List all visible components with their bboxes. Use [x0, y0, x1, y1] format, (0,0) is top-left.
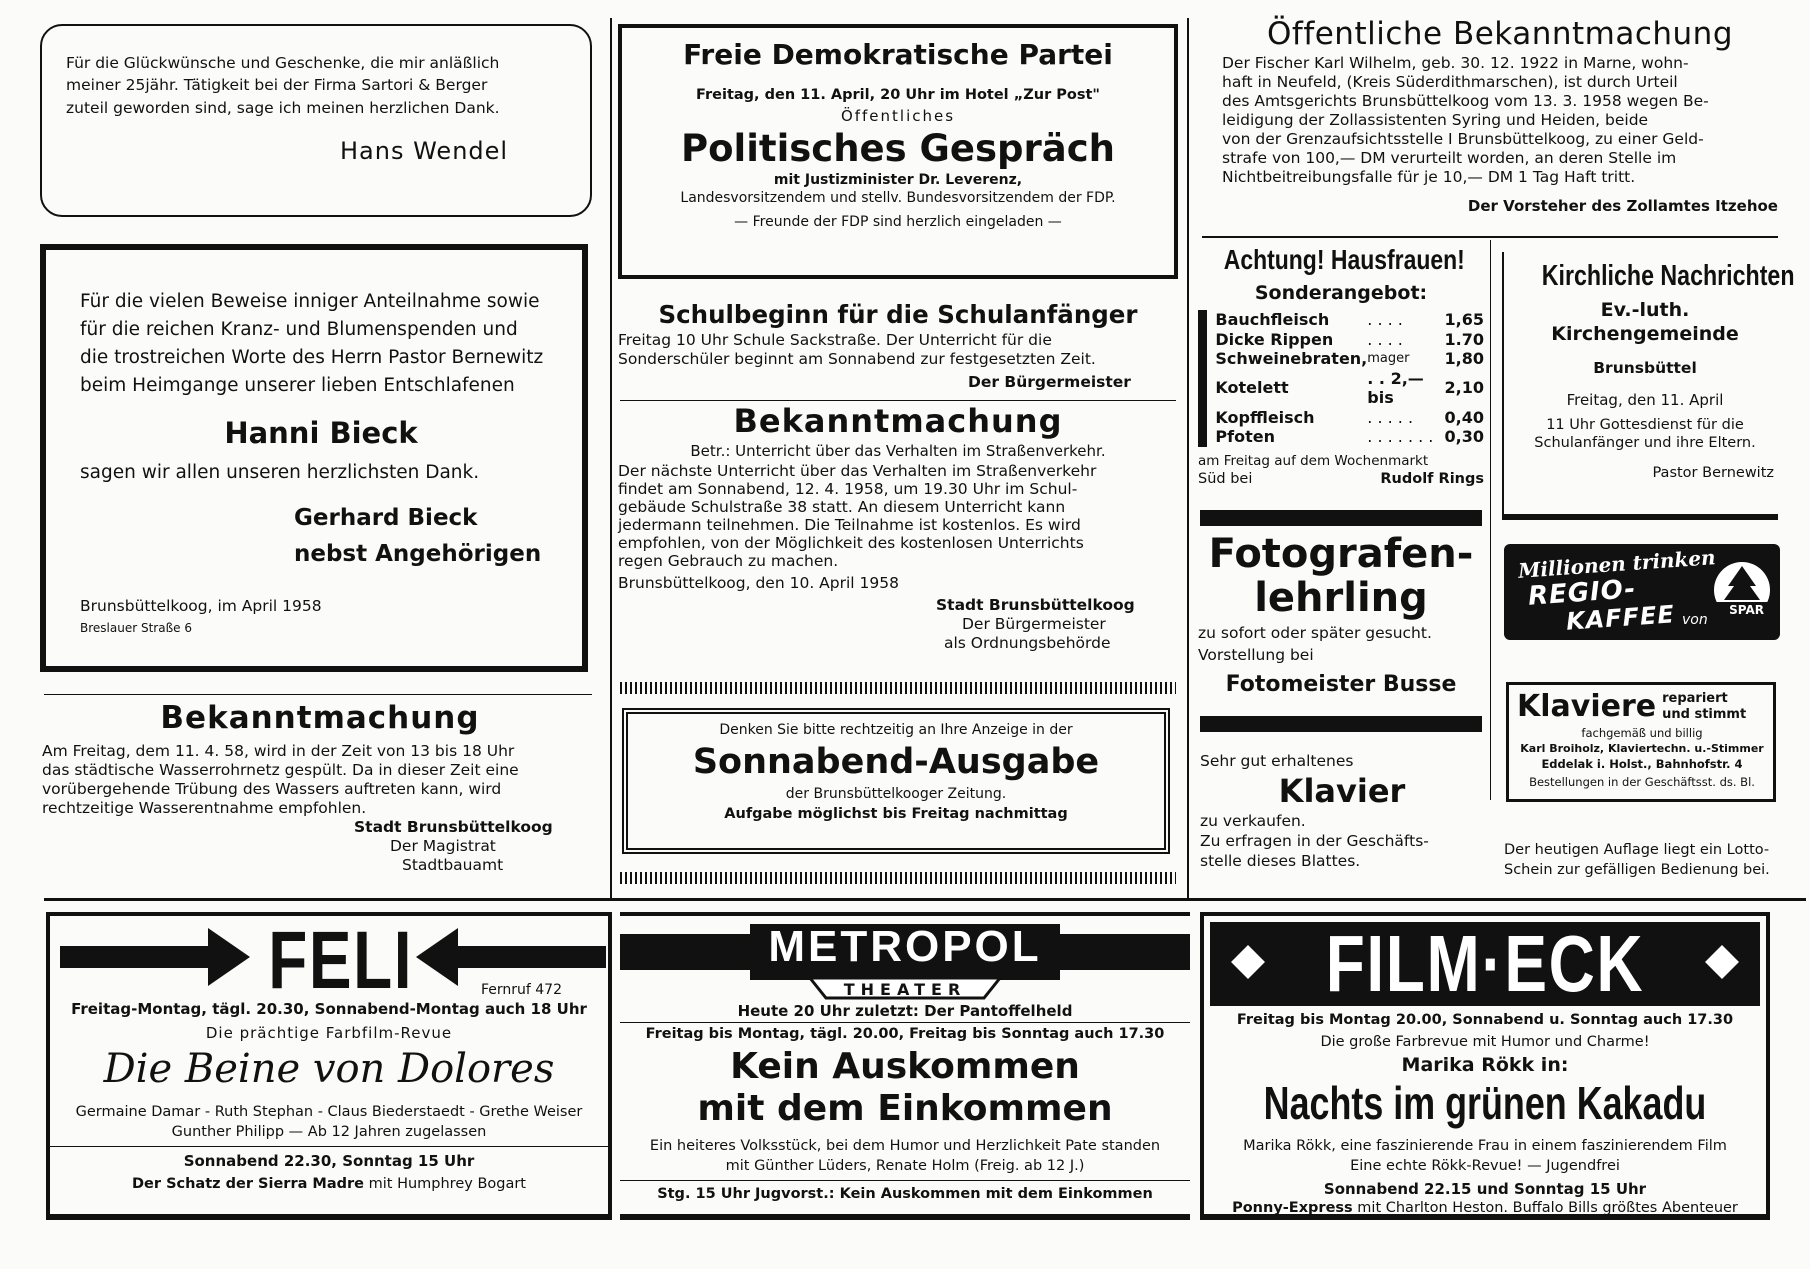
item-name: Kotelett — [1215, 378, 1289, 398]
spar-logo-text: SPAR — [1729, 603, 1764, 617]
late-cast: mit Charlton Heston. Buffalo Bills größtes Abenteuer — [1357, 1200, 1738, 1216]
ad-headline: Sonnabend-Ausgabe — [692, 742, 1100, 782]
church-date: Freitag, den 11. April — [1566, 391, 1724, 409]
text-line: Süd bei — [1198, 470, 1253, 487]
item-price: 0,40 — [1444, 407, 1484, 427]
ad-regio-kaffee — [1504, 544, 1780, 640]
cinema-phone: Fernruf 472 — [480, 982, 562, 998]
sign-city: Stadt Brunsbüttelkoog — [354, 818, 553, 836]
thick-rule — [1200, 510, 1482, 526]
cinema-subtitle: THEATER — [843, 980, 967, 999]
ad-thanks-wendel — [40, 24, 592, 217]
text-line: von der Grenzaufsichtsstelle I Brunsbüttelkoog, zu einer Geld- — [1222, 130, 1704, 148]
text-line: 11 Uhr Gottesdienst für die — [1546, 417, 1744, 433]
separator — [620, 1180, 1190, 1181]
ad-headline: Klavier — [1278, 772, 1406, 810]
film-desc: Marika Rökk, eine faszinierende Frau in einem faszinierendem Film — [1243, 1138, 1727, 1154]
film-desc: mit Günther Lüders, Renate Holm (Freig. ab 12 J.) — [725, 1158, 1085, 1174]
text-line: für die reichen Kranz- und Blumenspenden und — [80, 319, 518, 340]
item-dots: mager — [1367, 350, 1410, 366]
text-line: strafe von 100,— DM verurteilt worden, an deren Stelle im — [1222, 149, 1677, 167]
show-times: Freitag-Montag, tägl. 20.30, Sonnabend-Montag auch 18 Uhr — [71, 1000, 587, 1018]
note-lotto — [1504, 842, 1784, 892]
ad-title: Achtung! Hausfrauen! — [1223, 244, 1465, 275]
text-line: die trostreichen Worte des Herrn Pastor Bernewitz — [80, 347, 544, 368]
item-dots: . . . . — [1367, 310, 1403, 329]
text-line: Denken Sie bitte rechtzeitig an Ihre Anzeige in der — [719, 722, 1073, 738]
church-community: Kirchengemeinde — [1551, 323, 1739, 345]
text-line: vorübergehende Trübung des Wassers auftreten kann, wird — [42, 780, 502, 798]
price-bar — [1198, 310, 1207, 447]
text-line: Der Fischer Karl Wilhelm, geb. 30. 12. 1922 in Marne, wohn- — [1222, 54, 1689, 72]
item-dots: . . . . . — [1367, 407, 1414, 427]
item-price: 1,65 — [1444, 310, 1484, 329]
church-denomination: Ev.-luth. — [1600, 299, 1690, 321]
text-line: Der nächste Unterricht über das Verhalten im Straßenverkehr — [618, 462, 1097, 480]
event-invite: — Freunde der FDP sind herzlich eingeladen — — [734, 214, 1062, 230]
place-date: Brunsbüttelkoog, den 10. April 1958 — [618, 574, 899, 592]
event-public: Öffentliches — [840, 107, 956, 125]
ad-sonnabend-ausgabe — [622, 708, 1170, 854]
notice-subject-text: Betr.: Unterricht über das Verhalten im Straßenverkehr. — [690, 442, 1106, 460]
text-line: jedermann teilnehmen. Die Teilnahme ist kostenlos. Es wird — [618, 516, 1081, 534]
horizontal-rule-cinema — [44, 898, 1806, 901]
text-line: repariert — [1662, 690, 1728, 706]
film-title: mit dem Einkommen — [697, 1088, 1113, 1129]
thick-rule — [1200, 716, 1482, 732]
text-line: regen Gebrauch zu machen. — [618, 552, 839, 570]
ad-fdp — [618, 24, 1178, 279]
film-desc: Ein heiteres Volksstück, bei dem Humor und Herzlichkeit Pate standen — [649, 1138, 1161, 1154]
text-line: fachgemäß und billig — [1581, 726, 1703, 740]
separator — [620, 1022, 1190, 1023]
column-rule-right — [1187, 18, 1189, 898]
late-film: Ponny-Express — [1232, 1200, 1353, 1216]
event-guest: mit Justizminister Dr. Leverenz, — [773, 172, 1023, 188]
cinema-name: METROPOL — [768, 922, 1042, 971]
text-line: meiner 25jähr. Tätigkeit bei der Firma Sartori & Berger — [66, 76, 488, 95]
item-name: Kopffleisch — [1215, 407, 1315, 427]
text-line: Für die vielen Beweise inniger Anteilnahme sowie — [80, 291, 540, 312]
sign-authority: als Ordnungsbehörde — [944, 634, 1111, 652]
deceased-name: Hanni Bieck — [224, 416, 418, 450]
text-line: gebäude Schulstraße 38 statt. An diesem Unterricht kann — [618, 498, 1066, 516]
family-relatives: nebst Angehörigen — [294, 541, 542, 567]
thanks-line: sagen wir allen unseren herzlichsten Dank. — [80, 462, 480, 483]
text-line: des Amtsgerichts Brunsbüttelkoog vom 13. 3. 1958 wegen Be- — [1222, 92, 1709, 110]
item-price: 0,30 — [1444, 427, 1484, 447]
text-line: rechtzeitige Wasserentnahme empfohlen. — [42, 799, 367, 817]
item-name: Pfoten — [1215, 427, 1275, 447]
shop-name: Rudolf Rings — [1380, 470, 1484, 487]
text-line: Karl Broiholz, Klaviertechn. u.-Stimmer — [1520, 742, 1764, 755]
event-guest-role: Landesvorsitzendem und stellv. Bundesvorsitzendem der FDP. — [680, 190, 1116, 206]
show-times: Freitag bis Montag, tägl. 20.00, Freitag bis Sonntag auch 17.30 — [645, 1026, 1165, 1042]
film-star: Marika Rökk in: — [1401, 1054, 1569, 1076]
ad-headline: lehrling — [1254, 575, 1428, 621]
film-cast: Gunther Philipp — Ab 12 Jahren zugelassen — [171, 1124, 487, 1140]
text-line: Vorstellung bei — [1198, 646, 1314, 664]
item-dots: . . 2,— bis — [1367, 368, 1424, 408]
notice-title: Bekanntmachung — [733, 402, 1063, 440]
separator — [50, 1146, 608, 1147]
late-cast: mit Humphrey Bogart — [368, 1176, 526, 1192]
separator — [1202, 236, 1778, 238]
late-film: Der Schatz der Sierra Madre — [132, 1176, 365, 1192]
notice-sign: Der Bürgermeister — [968, 373, 1131, 391]
church-place: Brunsbüttel — [1593, 359, 1697, 377]
film-title: Kein Auskommen — [730, 1046, 1080, 1087]
text-line: stelle dieses Blattes. — [1200, 852, 1361, 870]
sign-city: Stadt Brunsbüttelkoog — [936, 596, 1135, 614]
sign-magistrate: Der Magistrat — [390, 837, 496, 855]
item-dots: . . . . — [1367, 329, 1403, 349]
price-row — [1215, 369, 1484, 408]
notice-subject — [618, 442, 1178, 460]
cinema-name: FELI — [268, 915, 414, 1006]
street: Breslauer Straße 6 — [80, 621, 192, 635]
text-line: am Freitag auf dem Wochenmarkt — [1198, 452, 1429, 469]
youth-show: Stg. 15 Uhr Jugvorst.: Kein Auskommen mit dem Einkommen — [657, 1186, 1153, 1202]
text-line: Nichtbeitreibungsfalle für je 10,— DM 1 Tag Haft tritt. — [1222, 168, 1636, 186]
party-name: Freie Demokratische Partei — [683, 38, 1113, 71]
price-row — [1215, 349, 1484, 369]
ad-headline: Klaviere — [1517, 689, 1657, 724]
notice-traffic — [618, 402, 1178, 672]
text-line: zuteil geworden sind, sage ich meinen herzlichen Dank. — [66, 98, 500, 117]
place-date: Brunsbüttelkoog, im April 1958 — [80, 597, 322, 615]
ad-script: Millionen trinken — [1517, 545, 1717, 583]
film-title: Nachts im grünen Kakadu — [1263, 1077, 1707, 1129]
separator — [620, 400, 1176, 401]
event-date: Freitag, den 11. April, 20 Uhr im Hotel „Zur Post" — [696, 87, 1100, 103]
price-row — [1215, 408, 1484, 428]
decorative-rule — [620, 682, 1176, 694]
text-line: Aufgabe möglichst bis Freitag nachmittag — [724, 806, 1068, 822]
arrow-right-icon — [60, 926, 252, 988]
notice-customs — [1222, 16, 1778, 226]
cinema-name: FILM·ECK — [1325, 919, 1645, 1008]
item-name: Schweinebraten, — [1215, 349, 1368, 369]
sign-office: Stadtbauamt — [402, 856, 504, 874]
arrow-left-icon — [414, 926, 606, 988]
text-line: empfohlen, von der Möglichkeit des kostenlosen Unterrichts — [618, 534, 1084, 552]
text-line: Eddelak i. Holst., Bahnhofstr. 4 — [1541, 757, 1743, 771]
spar-tree-icon — [1712, 550, 1772, 630]
text-line: zu sofort oder später gesucht. — [1198, 624, 1432, 642]
brand-line-1: REGIO- — [1527, 574, 1638, 612]
decorative-rule — [620, 872, 1176, 884]
text-line: Freitag 10 Uhr Schule Sackstraße. Der Unterricht für die — [618, 331, 1052, 349]
item-dots: . . . . . . . — [1367, 427, 1434, 447]
signature: Hans Wendel — [340, 136, 509, 165]
text-line: Schein zur gefälligen Bedienung bei. — [1504, 862, 1770, 878]
price-row — [1215, 330, 1484, 350]
ad-photographer — [1198, 532, 1484, 722]
text-line: zu verkaufen. — [1200, 812, 1306, 830]
item-name: Bauchfleisch — [1215, 310, 1330, 329]
late-show-times: Sonnabend 22.30, Sonntag 15 Uhr — [183, 1152, 475, 1170]
text-line: Bestellungen in der Geschäftsst. ds. Bl. — [1529, 775, 1755, 789]
text-line: Am Freitag, dem 11. 4. 58, wird in der Zeit von 13 bis 18 Uhr — [42, 742, 515, 760]
text-line: Schulanfänger und ihre Eltern. — [1534, 435, 1756, 451]
church-sign: Pastor Bernewitz — [1652, 465, 1774, 481]
column-rule-inner — [1490, 240, 1491, 800]
text-line: Sonderschüler beginnt am Sonnabend zur festgesetzten Zeit. — [618, 350, 1096, 368]
cinema-metropol — [620, 912, 1190, 1220]
text-line: Der heutigen Auflage liegt ein Lotto- — [1504, 842, 1770, 858]
column-rule-left — [610, 18, 612, 898]
film-tagline: Die prächtige Farbfilm-Revue — [205, 1024, 453, 1042]
item-price: 1.70 — [1444, 329, 1484, 349]
family-name: Gerhard Bieck — [294, 505, 478, 531]
shop-name: Fotomeister Busse — [1225, 672, 1457, 697]
notice-title: Bekanntmachung — [160, 700, 480, 736]
price-table — [1215, 310, 1484, 447]
text-line: Sehr gut erhaltenes — [1200, 752, 1354, 770]
ad-subtitle: Sonderangebot: — [1254, 282, 1428, 304]
text-line: haft in Neufeld, (Kreis Süderdithmarschen), ist durch Urteil — [1222, 73, 1678, 91]
ad-mourning-bieck — [40, 244, 588, 672]
text-line: der Brunsbüttelkooger Zeitung. — [785, 786, 1007, 802]
text-line: beim Heimgange unserer lieben Entschlafenen — [80, 375, 515, 396]
film-desc: Eine echte Rökk-Revue! — Jugendfrei — [1350, 1158, 1620, 1174]
item-name: Dicke Rippen — [1215, 329, 1334, 349]
item-price: 2,10 — [1444, 378, 1484, 398]
cinema-filmeck — [1200, 912, 1770, 1220]
today-show: Heute 20 Uhr zuletzt: Der Pantoffelheld — [737, 1002, 1073, 1020]
price-row — [1215, 427, 1484, 447]
text-line: das städtische Wasserrohrnetz gespült. Da in dieser Zeit eine — [42, 761, 519, 779]
ad-piano-sale — [1200, 752, 1484, 892]
text-line: findet am Sonnabend, 12. 4. 1958, um 19.30 Uhr im Schul- — [618, 480, 1078, 498]
text-line: Zu erfragen in der Geschäfts- — [1200, 832, 1429, 850]
ad-church — [1502, 252, 1795, 520]
ad-title: Kirchliche Nachrichten — [1541, 260, 1795, 292]
text-line: Für die Glückwünsche und Geschenke, die mir anläßlich — [66, 54, 500, 72]
item-price: 1,80 — [1444, 349, 1484, 369]
text-line: leidigung der Zollassistenten Syring und Heiden, beide — [1222, 111, 1649, 129]
film-cast: Germaine Damar - Ruth Stephan - Claus Biederstaedt - Grethe Weiser — [75, 1104, 583, 1120]
notice-school — [618, 300, 1178, 395]
notice-title: Schulbeginn für die Schulanfänger — [658, 300, 1138, 329]
notice-title: Öffentliche Bekanntmachung — [1267, 16, 1733, 52]
ad-headline: Fotografen- — [1208, 531, 1474, 577]
notice-sign: Der Vorsteher des Zollamtes Itzehoe — [1467, 197, 1778, 215]
sign-mayor: Der Bürgermeister — [962, 615, 1106, 633]
cinema-feli — [46, 912, 612, 1220]
price-row — [1215, 310, 1484, 330]
brand-line-2: KAFFEE — [1565, 600, 1676, 636]
notice-water — [42, 700, 598, 890]
ad-butcher — [1198, 244, 1484, 494]
film-tagline: Die große Farbrevue mit Humor und Charme! — [1320, 1034, 1650, 1050]
separator — [44, 694, 592, 695]
event-headline: Politisches Gespräch — [680, 127, 1116, 170]
late-show-times: Sonnabend 22.15 und Sonntag 15 Uhr — [1323, 1180, 1647, 1198]
show-times: Freitag bis Montag 20.00, Sonnabend u. Sonntag auch 17.30 — [1236, 1012, 1734, 1028]
ad-piano-tuner — [1506, 682, 1776, 802]
text-line: und stimmt — [1662, 706, 1747, 722]
brand-von: von — [1682, 612, 1708, 628]
film-title: Die Beine von Dolores — [103, 1046, 555, 1092]
